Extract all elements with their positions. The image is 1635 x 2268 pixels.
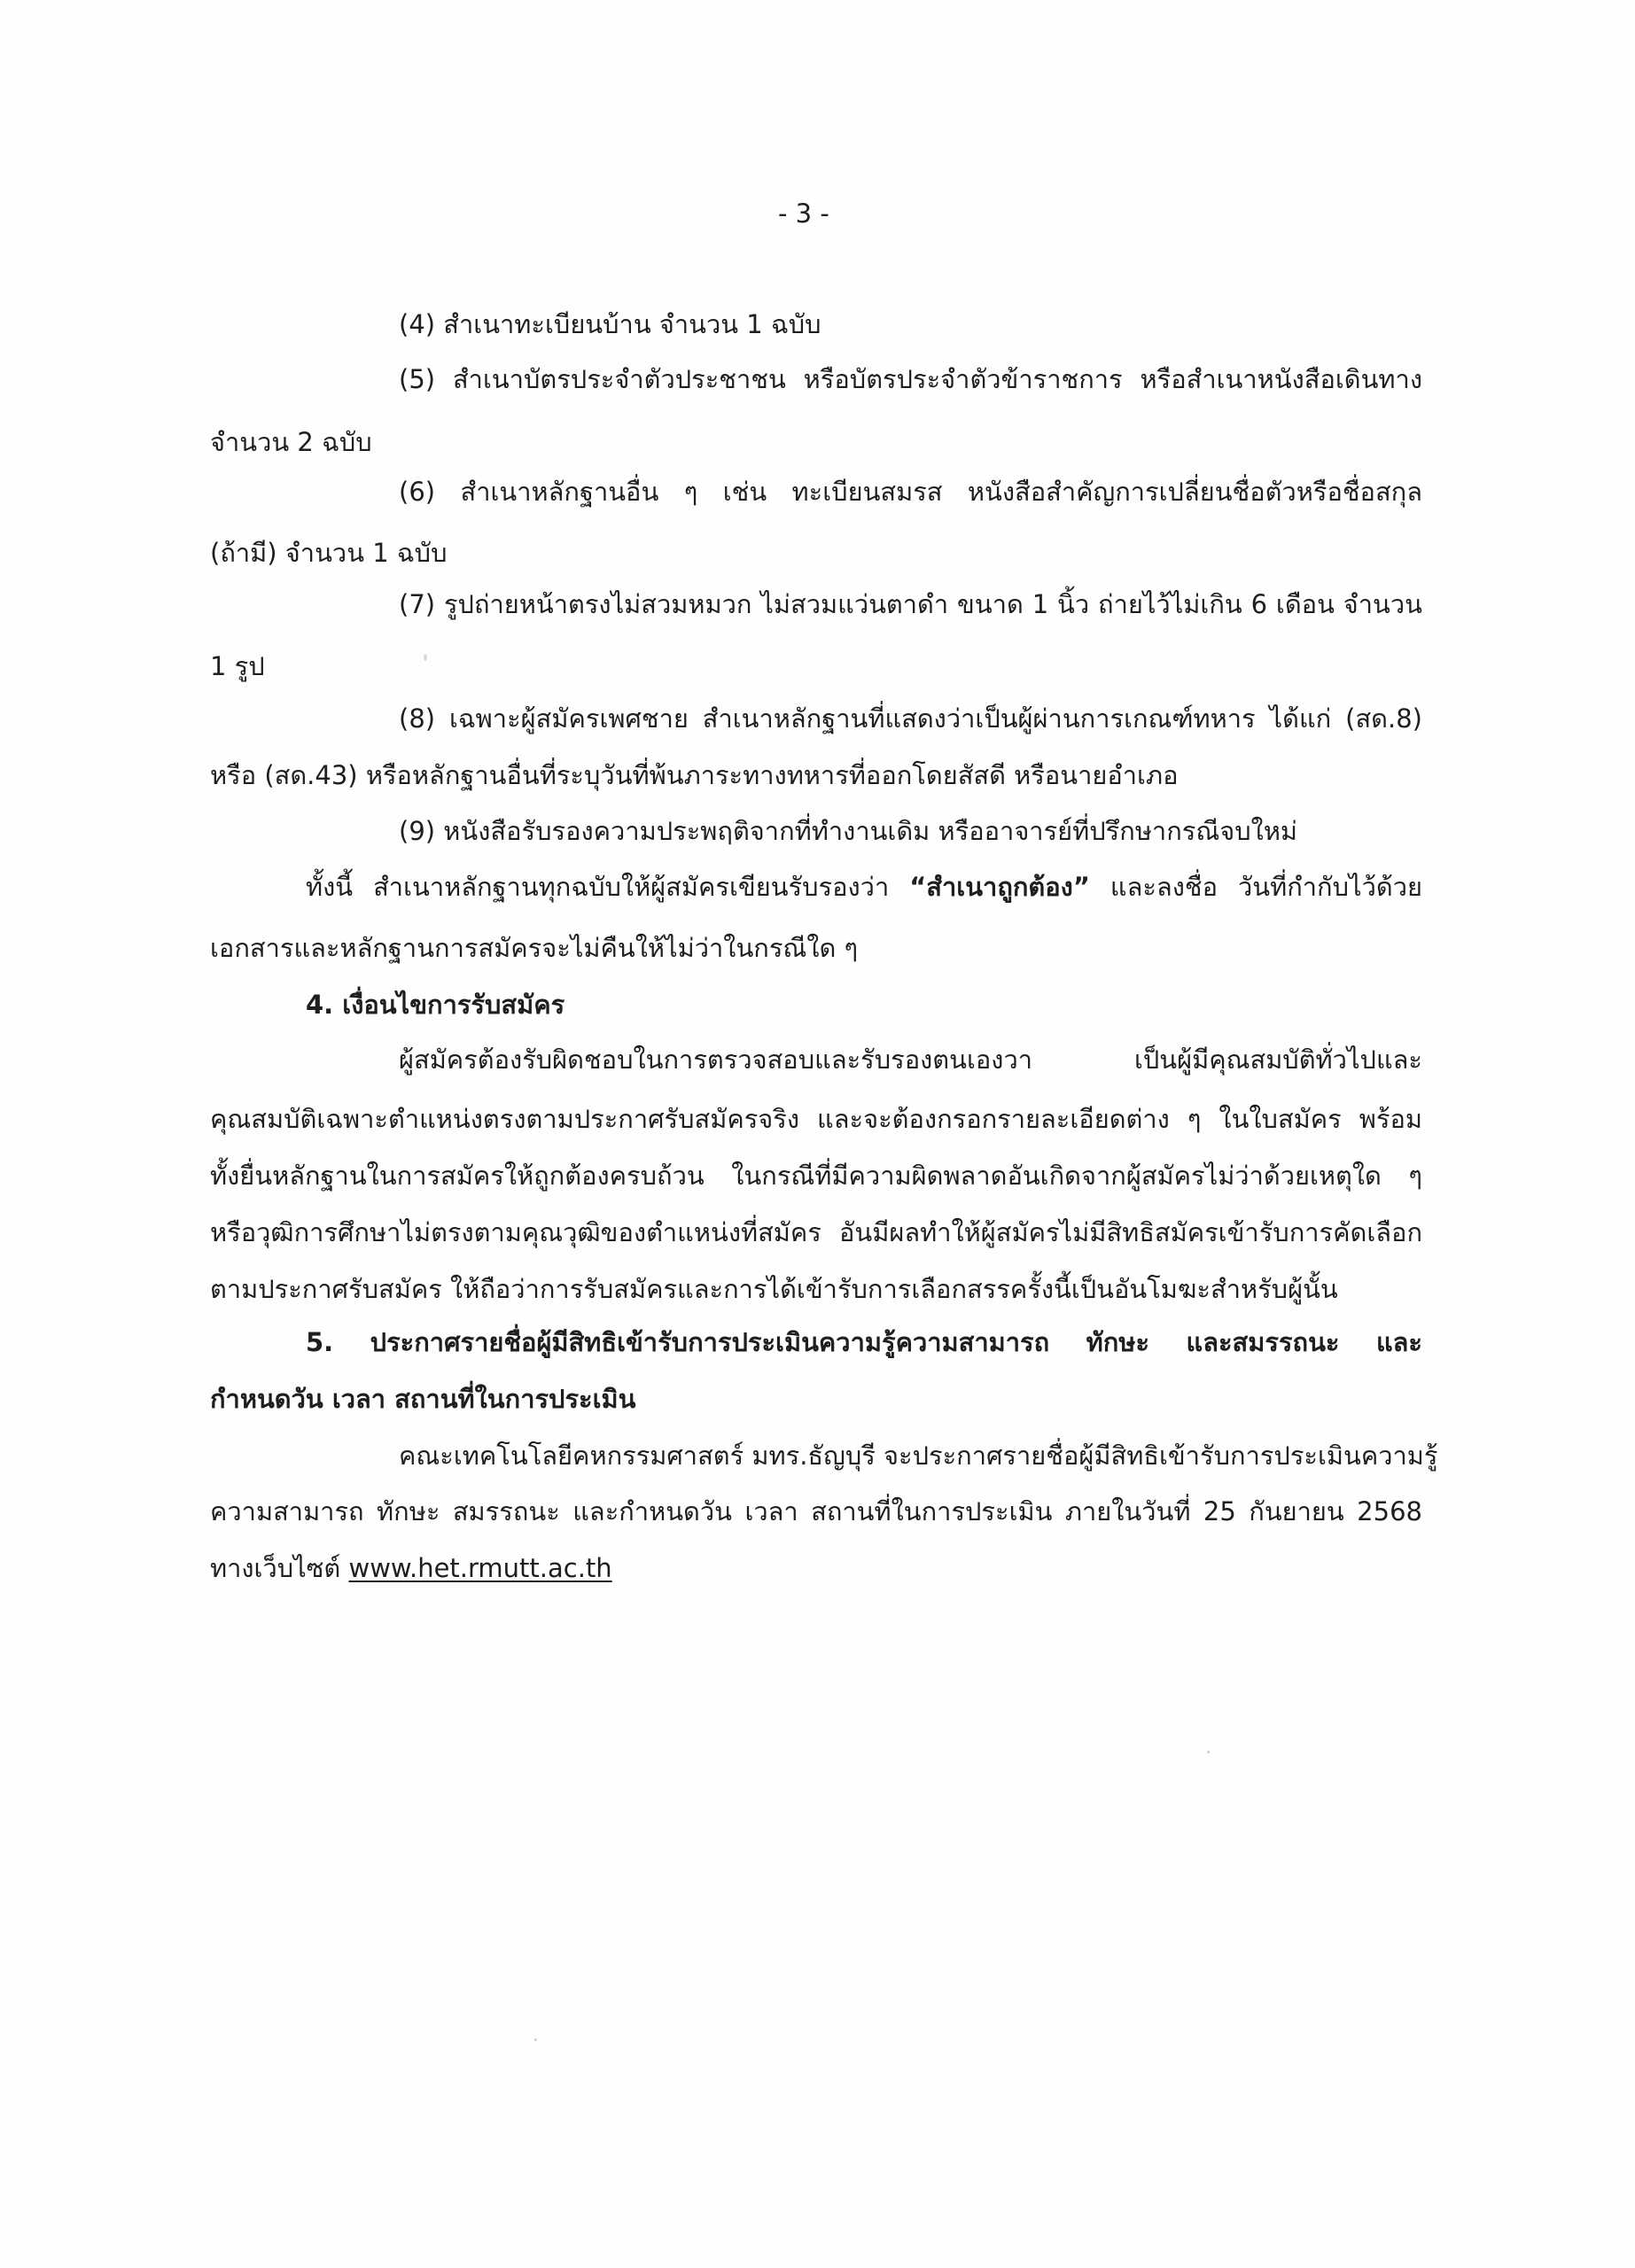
section-4-line-3: ทั้งยื่นหลักฐานในการสมัครให้ถูกต้องครบถ้วน ในกรณีที่มีความผิดพลาดอันเกิดจากผู้สมัครไม่ว่าด้วยเหตุใด ๆ — [210, 1161, 1422, 1191]
section-5-line-2: ความสามารถ ทักษะ สมรรถนะ และกำหนดวัน เวลา สถานที่ในการประเมิน ภายในวันที่ 25 กันยายน 2568 — [210, 1496, 1422, 1526]
section-5-heading-line-2: กำหนดวัน เวลา สถานที่ในการประเมิน — [210, 1384, 636, 1414]
certify-prefix: ทั้งนี้ สำเนาหลักฐานทุกฉบับให้ผู้สมัครเขียนรับรองว่า — [306, 872, 890, 902]
item-6-line-2: (ถ้ามี) จำนวน 1 ฉบับ — [210, 538, 448, 568]
scan-speck — [1207, 1751, 1210, 1753]
website-prefix: ทางเว็บไซต์ — [210, 1553, 341, 1583]
page-number: - 3 - — [778, 198, 829, 229]
certify-suffix: และลงชื่อ วันที่กำกับไว้ด้วย — [1109, 872, 1423, 902]
certify-line-1 — [306, 869, 1422, 905]
item-9: (9) หนังสือรับรองความประพฤติจากที่ทำงานเดิม หรืออาจารย์ที่ปรึกษากรณีจบใหม่ — [399, 816, 1298, 846]
section-5-heading-line-1: 5. ประกาศรายชื่อผู้มีสิทธิเข้ารับการประเมินความรู้ความสามารถ ทักษะ และสมรรถนะ และ — [306, 1327, 1422, 1357]
section-5-website-line — [210, 1550, 612, 1586]
section-4-line-1: ผู้สมัครต้องรับผิดชอบในการตรวจสอบและรับรองตนเองวา เป็นผู้มีคุณสมบัติทั่วไปและ — [399, 1045, 1422, 1075]
item-5-line-2: จำนวน 2 ฉบับ — [210, 427, 372, 457]
item-5-line-1: (5) สำเนาบัตรประจำตัวประชาชน หรือบัตรประจำตัวข้าราชการ หรือสำเนาหนังสือเดินทาง — [399, 364, 1422, 394]
item-7-line-2: 1 รูป — [210, 651, 265, 681]
scan-speck — [424, 654, 427, 661]
scan-speck — [534, 2039, 537, 2041]
section-4-heading: 4. เงื่อนไขการรับสมัคร — [306, 990, 565, 1020]
certify-quote: “สำเนาถูกต้อง” — [909, 872, 1090, 902]
section-5-line-1: คณะเทคโนโลยีคหกรรมศาสตร์ มทร.ธัญบุรี จะประกาศรายชื่อผู้มีสิทธิเข้ารับการประเมินความรู้ — [399, 1441, 1438, 1471]
certify-line-2: เอกสารและหลักฐานการสมัครจะไม่คืนให้ไม่ว่าในกรณีใด ๆ — [210, 933, 859, 963]
section-4-line-2: คุณสมบัติเฉพาะตำแหน่งตรงตามประกาศรับสมัครจริง และจะต้องกรอกรายละเอียดต่าง ๆ ในใบสมัคร พร้อม — [210, 1104, 1422, 1134]
item-6-line-1: (6) สำเนาหลักฐานอื่น ๆ เช่น ทะเบียนสมรส หนังสือสำคัญการเปลี่ยนชื่อตัวหรือชื่อสกุล — [399, 477, 1422, 507]
item-8-line-2: หรือ (สด.43) หรือหลักฐานอื่นที่ระบุวันที่พ้นภาระทางทหารที่ออกโดยสัสดี หรือนายอำเภอ — [210, 760, 1179, 790]
item-8-line-1: (8) เฉพาะผู้สมัครเพศชาย สำเนาหลักฐานที่แสดงว่าเป็นผู้ผ่านการเกณฑ์ทหาร ได้แก่ (สด.8) — [399, 703, 1422, 734]
item-7-line-1: (7) รูปถ่ายหน้าตรงไม่สวมหมวก ไม่สวมแว่นตาดำ ขนาด 1 นิ้ว ถ่ายไว้ไม่เกิน 6 เดือน จำนวน — [399, 589, 1422, 619]
section-4-line-4: หรือวุฒิการศึกษาไม่ตรงตามคุณวุฒิของตำแหน่งที่สมัคร อันมีผลทำให้ผู้สมัครไม่มีสิทธิสมัครเข้ารับการคัดเลือก — [210, 1217, 1422, 1247]
item-4: (4) สำเนาทะเบียนบ้าน จำนวน 1 ฉบับ — [399, 309, 821, 339]
section-4-line-5: ตามประกาศรับสมัคร ให้ถือว่าการรับสมัครและการได้เข้ารับการเลือกสรรครั้งนี้เป็นอันโมฆะสำหรับผู้นั้น — [210, 1274, 1338, 1304]
website-link[interactable]: www.het.rmutt.ac.th — [348, 1553, 612, 1583]
